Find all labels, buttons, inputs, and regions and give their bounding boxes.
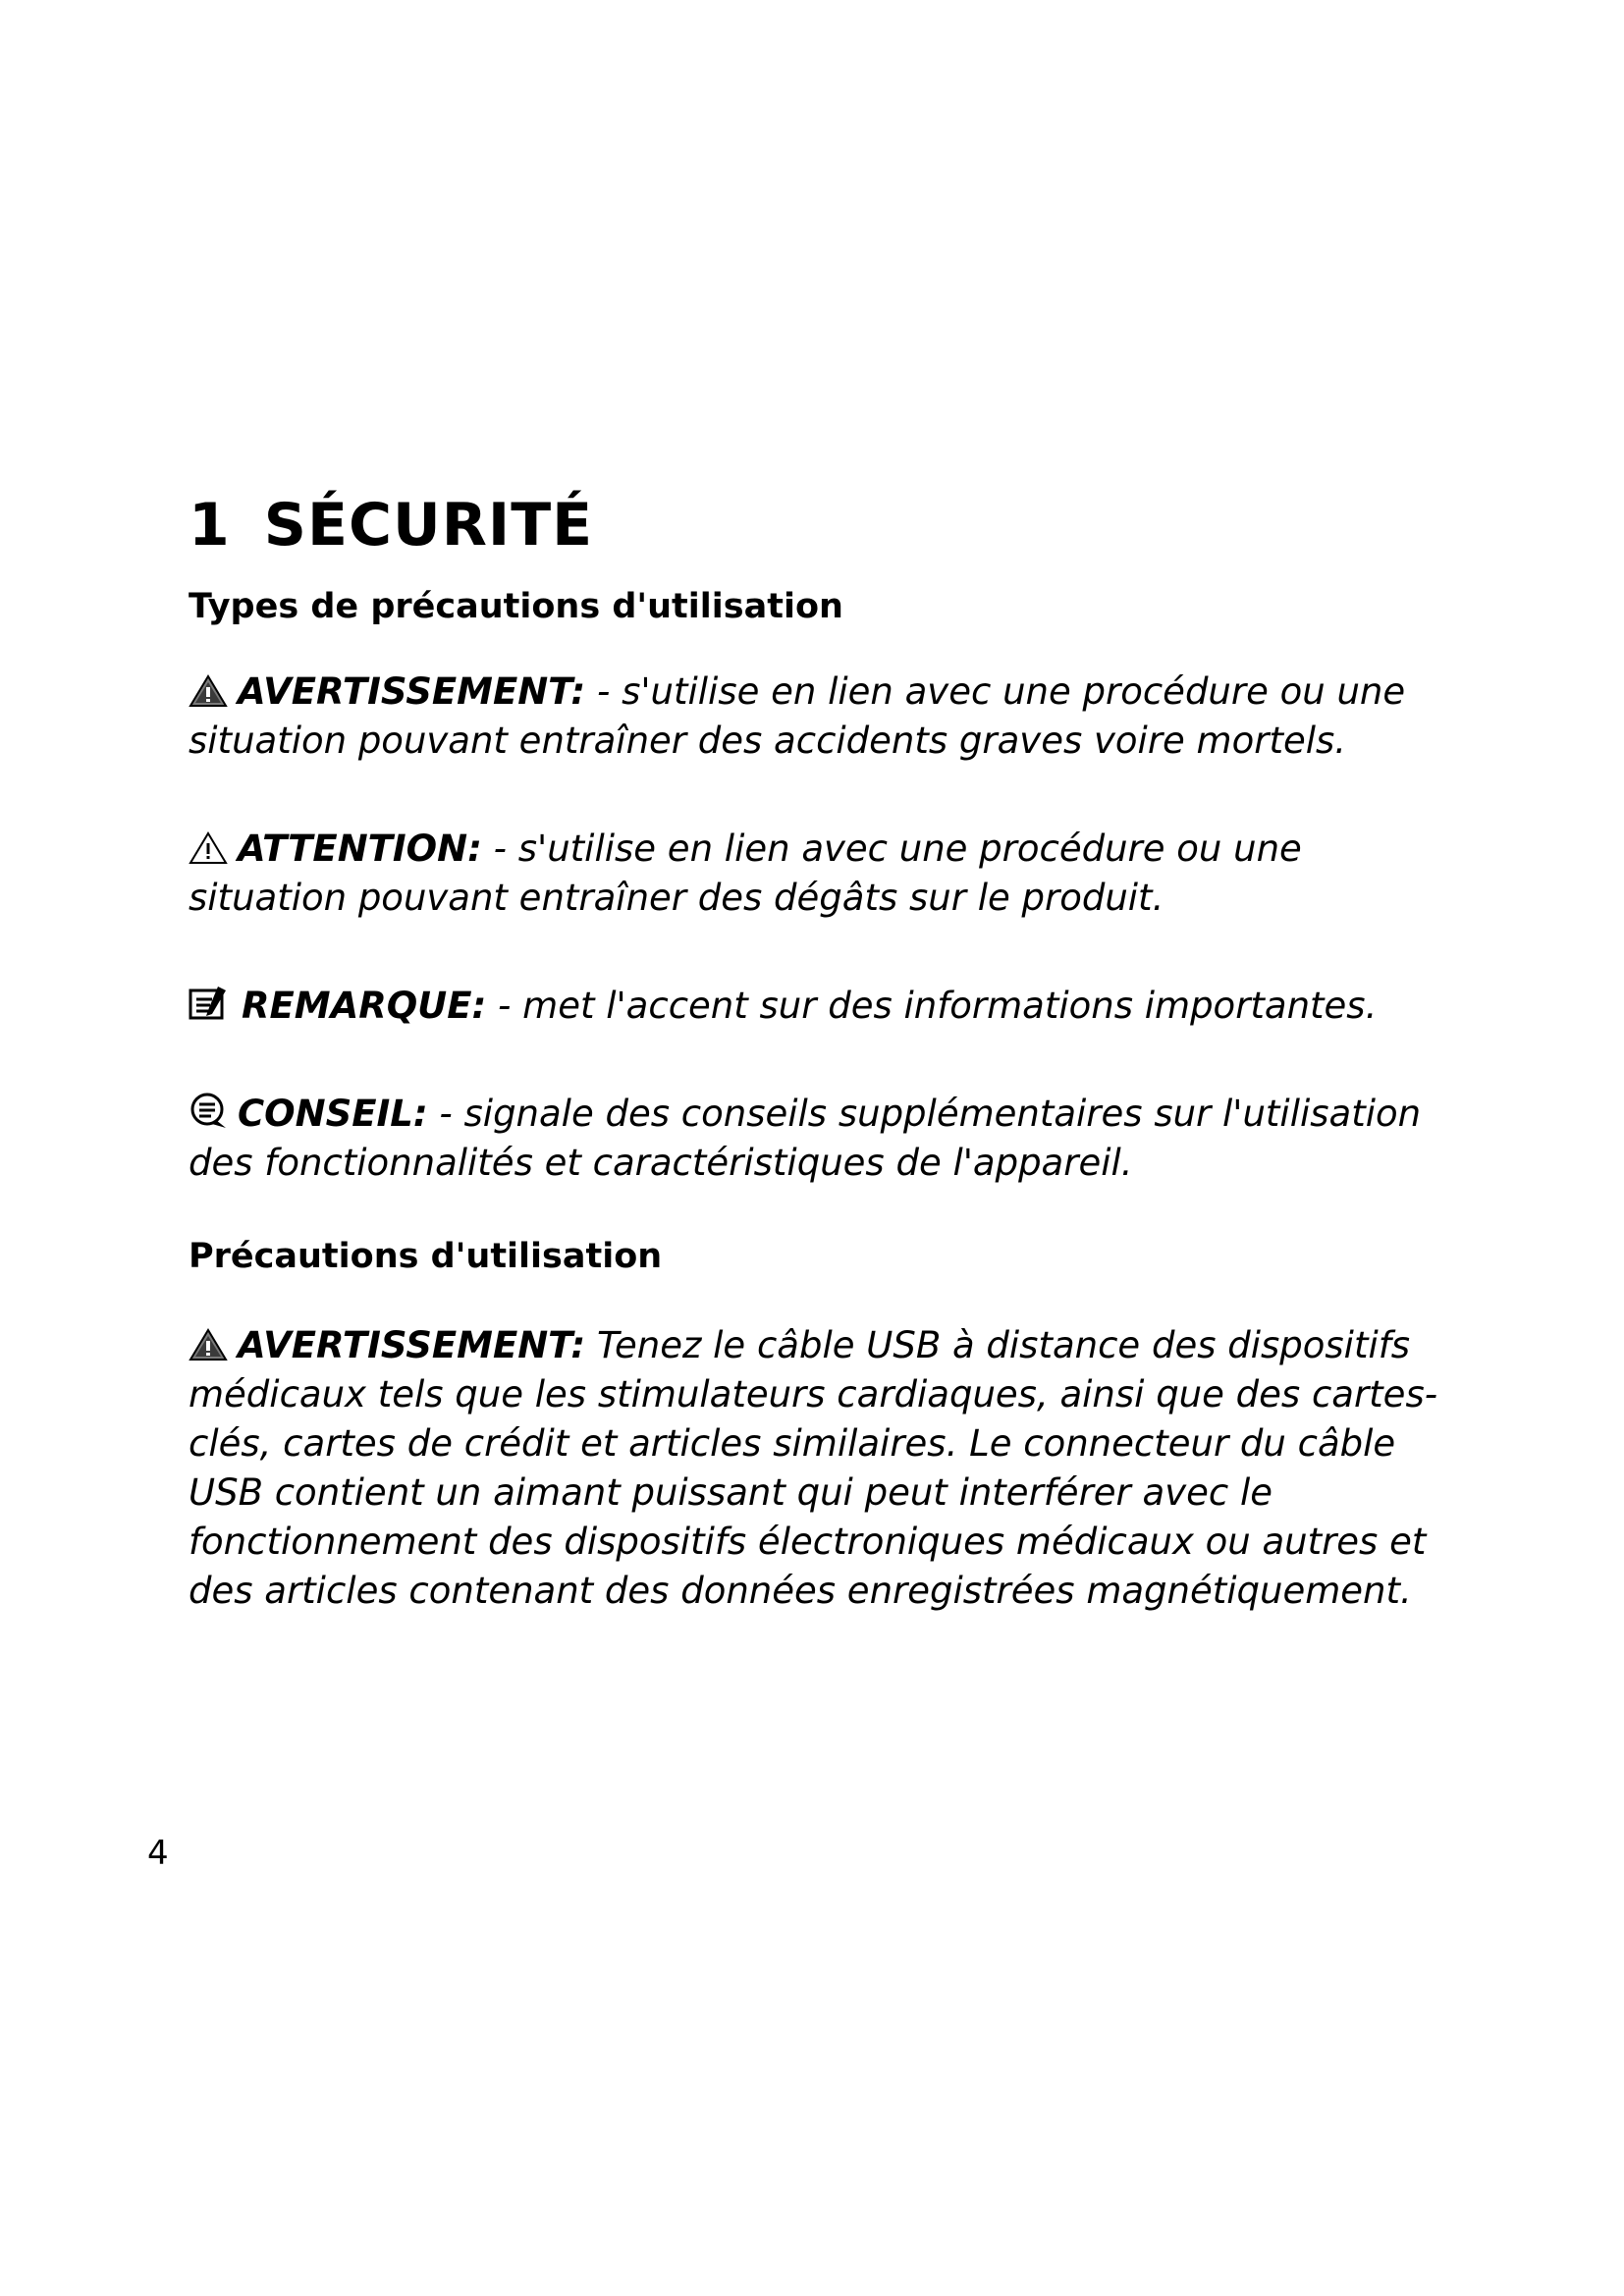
tip-speech-bubble-icon bbox=[189, 1093, 228, 1130]
notice-caution bbox=[189, 825, 1465, 923]
notice-usb-warning-text: Tenez le câble USB à distance des dispositifs médicaux tels que les stimulateurs cardiaques, ainsi que des cartes-clés, cartes de crédit et articles similaires. Le connecteur du câble USB contient un aimant puissant qui peut interférer avec le fonctionnement des dispositifs électroniques médicaux ou autres et des articles contenant des données enregistrées magnétiquement. bbox=[189, 1324, 1438, 1612]
notice-note bbox=[189, 982, 1465, 1031]
notice-warning-text: - s'utilise en lien avec une procédure ou une situation pouvant entraîner des accidents graves voire mortels. bbox=[189, 670, 1406, 762]
note-icon bbox=[189, 985, 232, 1022]
notice-tip-label: CONSEIL: bbox=[238, 1093, 428, 1135]
section-heading-precautions: Précautions d'utilisation bbox=[189, 1237, 663, 1276]
chapter-title bbox=[189, 491, 1465, 560]
page-content bbox=[189, 491, 1465, 1616]
notice-tip bbox=[189, 1090, 1465, 1188]
warning-filled-icon bbox=[189, 674, 228, 708]
notice-tip-text: - signale des conseils supplémentaires sur l'utilisation des fonctionnalités et caractéristiques de l'appareil. bbox=[189, 1093, 1422, 1184]
notice-warning bbox=[189, 667, 1465, 766]
chapter-title-text: SÉCURITÉ bbox=[263, 491, 594, 560]
section-heading-types: Types de précautions d'utilisation bbox=[189, 587, 843, 626]
notice-usb-warning-label: AVERTISSEMENT: bbox=[238, 1324, 586, 1366]
notice-caution-label: ATTENTION: bbox=[238, 828, 482, 870]
notice-warning-label: AVERTISSEMENT: bbox=[238, 670, 586, 713]
notice-usb-warning bbox=[189, 1321, 1465, 1616]
chapter-number: 1 bbox=[189, 491, 231, 560]
caution-outline-icon bbox=[189, 831, 228, 865]
page-number: 4 bbox=[147, 1834, 169, 1873]
warning-filled-icon bbox=[189, 1328, 228, 1362]
notice-caution-text: - s'utilise en lien avec une procédure ou une situation pouvant entraîner des dégâts sur le produit. bbox=[189, 828, 1302, 919]
notice-note-label: REMARQUE: bbox=[242, 985, 487, 1027]
notice-note-text: - met l'accent sur des informations importantes. bbox=[486, 985, 1378, 1027]
